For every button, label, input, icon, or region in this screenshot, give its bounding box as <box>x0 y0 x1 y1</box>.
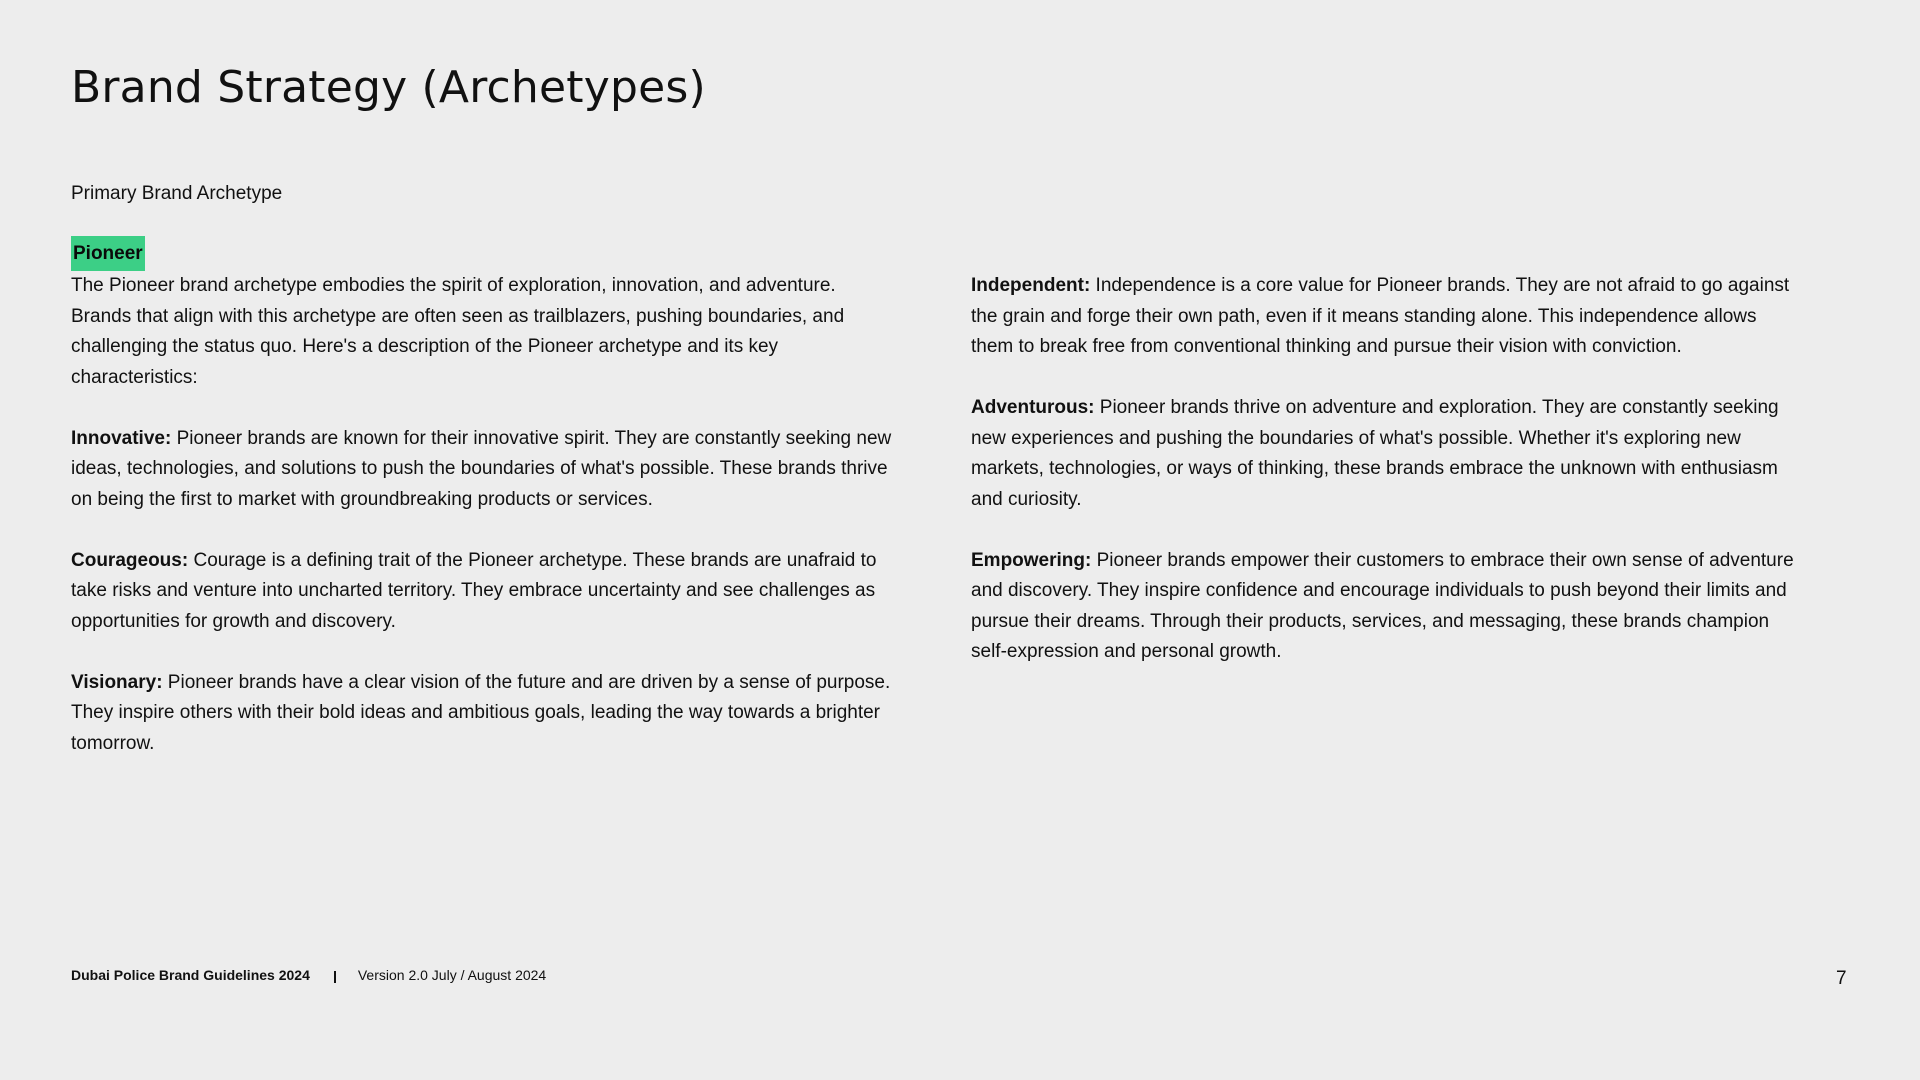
footer-divider <box>334 971 336 983</box>
trait-name: Adventurous: <box>971 397 1095 418</box>
trait-name: Visionary: <box>71 671 163 693</box>
footer-brand: Dubai Police Brand Guidelines 2024 <box>71 967 310 983</box>
trait-description: Pioneer brands empower their customers to embrace their own sense of adventure and discovery. They inspire confidence and encourage individuals to push beyond their limits and pursue their dreams. Through their products, services, and messaging, these brands champion self-expression and personal growth. <box>971 549 1794 662</box>
section-label: Primary Brand Archetype <box>71 183 283 204</box>
footer-version: Version 2.0 July / August 2024 <box>357 967 547 983</box>
footer <box>71 967 546 983</box>
trait-name: Innovative: <box>71 427 172 449</box>
archetype-tag: Pioneer <box>71 236 145 271</box>
trait-description: Pioneer brands thrive on adventure and exploration. They are constantly seeking new experiences and pushing the boundaries of what's possible. Whether it's exploring new markets, technologies, or ways of thinking, these brands embrace the unknown with enthusiasm and curiosity. <box>971 397 1779 510</box>
trait-courageous <box>71 546 901 638</box>
intro-paragraph: The Pioneer brand archetype embodies the spirit of exploration, innovation, and adventure. Brands that align with this archetype are often seen as trailblazers, pushing boundaries, and challenging the status quo. Here's a description of the Pioneer archetype and its key characteristics: <box>71 275 845 388</box>
trait-description: Pioneer brands are known for their innovative spirit. They are constantly seeking new ideas, technologies, and solutions to push the boundaries of what's possible. These brands thrive on being the first to market with groundbreaking products or services. <box>71 427 892 510</box>
trait-name: Empowering: <box>971 549 1092 571</box>
trait-description: Independence is a core value for Pioneer brands. They are not afraid to go against the grain and forge their own path, even if it means standing alone. This independence allows them to break free from conventional thinking and pursue their vision with conviction. <box>971 275 1790 357</box>
trait-adventurous <box>971 393 1801 515</box>
trait-description: Pioneer brands have a clear vision of the future and are driven by a sense of purpose. They inspire others with their bold ideas and ambitious goals, leading the way towards a brighter tomorrow. <box>71 671 891 754</box>
trait-description: Courage is a defining trait of the Pioneer archetype. These brands are unafraid to take risks and venture into uncharted territory. They embrace uncertainty and see challenges as opportunities for growth and discovery. <box>71 549 877 632</box>
trait-innovative <box>71 424 901 516</box>
right-column <box>971 271 1801 698</box>
trait-name: Independent: <box>971 275 1091 296</box>
trait-independent <box>971 271 1801 363</box>
trait-empowering <box>971 546 1801 668</box>
page-title: Brand Strategy (Archetypes) <box>71 62 706 113</box>
trait-name: Courageous: <box>71 549 189 571</box>
trait-visionary <box>71 668 901 760</box>
left-column <box>71 271 901 790</box>
page-number: 7 <box>1836 968 1847 989</box>
